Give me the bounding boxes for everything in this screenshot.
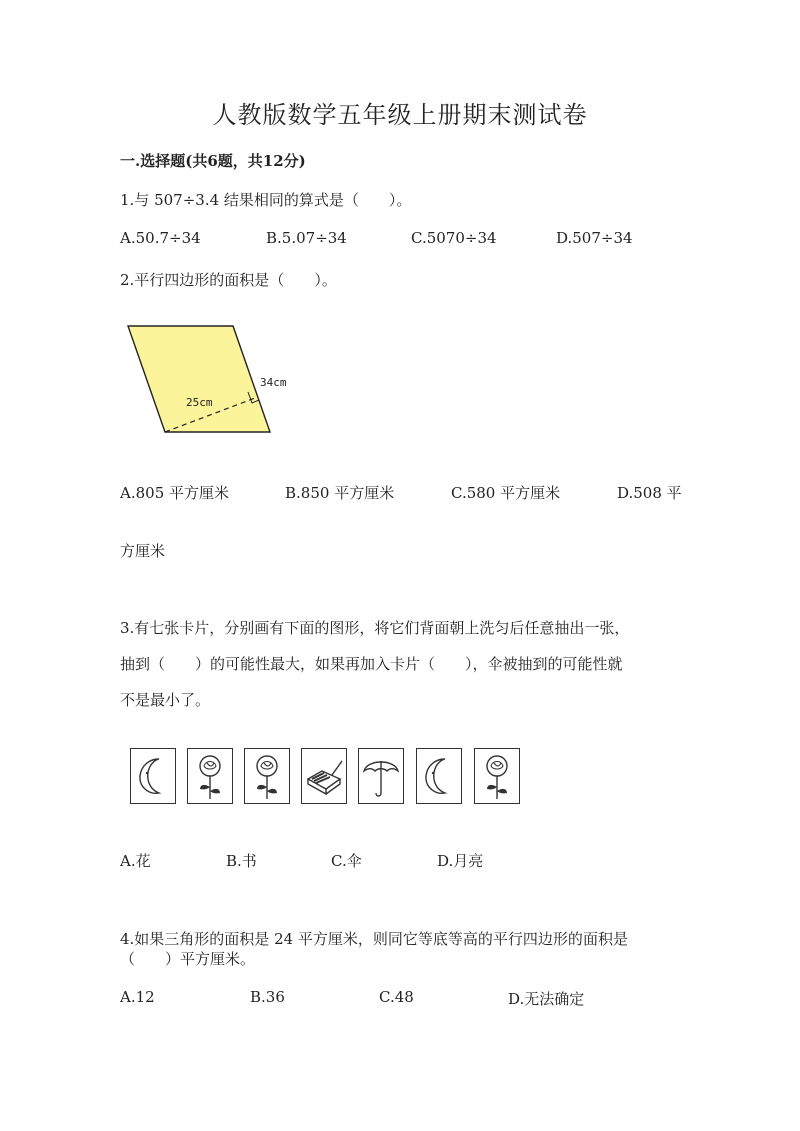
q3-option-a: A.花 (120, 852, 151, 870)
q1-option-c: C.5070÷34 (411, 229, 497, 247)
moon-icon (417, 749, 461, 803)
book-icon (302, 749, 346, 803)
q1-option-d: D.507÷34 (556, 229, 633, 247)
flower-icon (245, 749, 289, 803)
question-4-line-2: （ ）平方厘米。 (120, 950, 256, 968)
q4-option-d: D.无法确定 (508, 990, 585, 1008)
card-flower-1 (187, 748, 233, 804)
q2-option-d: D.508 平 (617, 484, 682, 502)
umbrella-icon (359, 749, 403, 803)
card-moon-1 (130, 748, 176, 804)
parallelogram-shape (128, 326, 270, 432)
q3-option-b: B.书 (226, 852, 257, 870)
question-3-line-3: 不是最小了。 (120, 691, 211, 709)
card-flower-2 (244, 748, 290, 804)
q2-option-b: B.850 平方厘米 (285, 484, 395, 502)
q2-option-a: A.805 平方厘米 (120, 484, 229, 502)
card-book (301, 748, 347, 804)
question-4-line-1: 4.如果三角形的面积是 24 平方厘米，则同它等底等高的平行四边形的面积是 (120, 930, 628, 948)
q3-option-c: C.伞 (331, 852, 362, 870)
q2-option-c: C.580 平方厘米 (451, 484, 561, 502)
question-1-text: 1.与 507÷3.4 结果相同的算式是（ ）。 (120, 191, 412, 209)
q2-option-d-wrap: 方厘米 (120, 542, 166, 560)
flower-icon (475, 749, 519, 803)
q3-option-d: D.月亮 (437, 852, 484, 870)
q4-option-a: A.12 (120, 988, 155, 1006)
q4-option-b: B.36 (250, 988, 285, 1006)
base-label: 25cm (186, 396, 213, 409)
card-umbrella (358, 748, 404, 804)
question-3-line-1: 3.有七张卡片，分别画有下面的图形，将它们背面朝上洗匀后任意抽出一张， (120, 619, 630, 637)
section-heading: 一.选择题(共6题，共12分) (120, 152, 306, 170)
q4-option-c: C.48 (379, 988, 414, 1006)
page-title: 人教版数学五年级上册期末测试卷 (212, 101, 588, 129)
card-flower-3 (474, 748, 520, 804)
question-3-line-2: 抽到（ ）的可能性最大，如果再加入卡片（ ），伞被抽到的可能性就 (120, 655, 623, 673)
parallelogram-figure (120, 320, 320, 440)
flower-icon (188, 749, 232, 803)
moon-icon (131, 749, 175, 803)
question-2-text: 2.平行四边形的面积是（ ）。 (120, 271, 337, 289)
height-label: 34cm (260, 376, 287, 389)
q1-option-b: B.5.07÷34 (266, 229, 347, 247)
q1-option-a: A.50.7÷34 (120, 229, 201, 247)
card-moon-2 (416, 748, 462, 804)
